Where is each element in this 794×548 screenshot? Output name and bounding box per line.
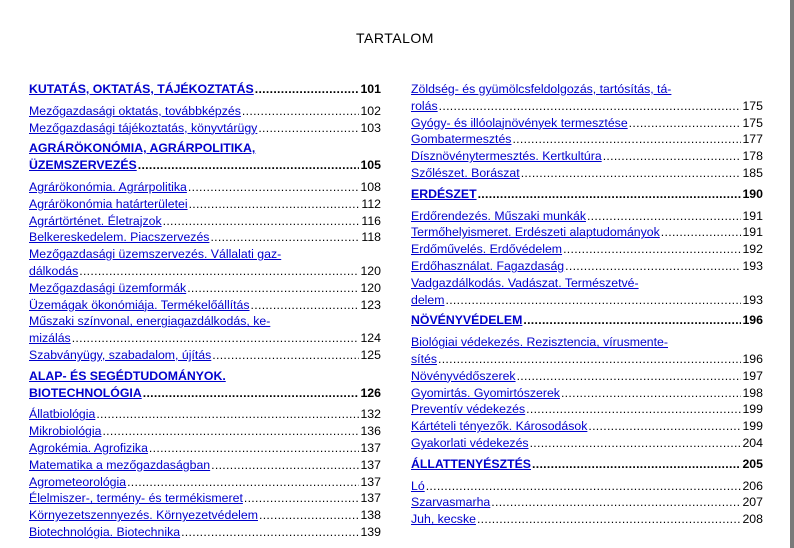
toc-entry	[411, 511, 763, 528]
toc-entry-link[interactable]: Belkereskedelem. Piacszervezés	[29, 230, 210, 245]
toc-entry	[411, 478, 763, 495]
page-number: 112	[361, 196, 381, 211]
page-number: 177	[742, 132, 763, 147]
toc-entry	[411, 115, 763, 132]
leader-dots	[244, 490, 360, 507]
toc-entry	[411, 334, 763, 368]
leader-dots	[629, 115, 742, 132]
toc-entry-link[interactable]: dálkodás	[29, 263, 79, 278]
toc-entry-link[interactable]: Mikrobiológia	[29, 424, 102, 439]
toc-entry-line	[411, 511, 763, 528]
toc-section-link[interactable]: BIOTECHNOLÓGIA	[29, 385, 142, 400]
toc-entry-link[interactable]: Élelmiszer-, termény- és termékismeret	[29, 491, 243, 506]
toc-entry-line	[29, 246, 381, 263]
leader-dots	[189, 196, 361, 213]
page-number: 190	[742, 186, 763, 201]
toc-entry-link[interactable]: Mezőgazdasági tájékoztatás, könyvtárügy	[29, 120, 258, 135]
toc-entry-line	[411, 224, 763, 241]
toc-entry	[29, 280, 381, 297]
toc-entry-link[interactable]: Erdőrendezés. Műszaki munkák	[411, 208, 586, 223]
toc-entry-line	[411, 186, 763, 203]
leader-dots	[79, 263, 359, 280]
toc-entry-link[interactable]: Gyakorlati védekezés	[411, 435, 529, 450]
toc-entry	[29, 406, 381, 423]
toc-section-heading	[411, 186, 763, 203]
leader-dots	[187, 280, 359, 297]
toc-section-heading	[29, 368, 381, 402]
toc-entry-link[interactable]: Biotechnológia. Biotechnika	[29, 524, 181, 539]
toc-entry-line	[29, 120, 381, 137]
page-number: 116	[361, 213, 381, 228]
toc-entry-line	[29, 140, 381, 157]
page-number: 191	[742, 225, 763, 240]
toc-entry-link[interactable]: Agrárökonómia határterületei	[29, 196, 188, 211]
leader-dots	[477, 511, 742, 528]
leader-dots	[521, 165, 742, 182]
page-title: TARTALOM	[356, 30, 434, 46]
toc-entry-link[interactable]: sítés	[411, 351, 437, 366]
toc-entry-link[interactable]: Gombatermesztés	[411, 132, 512, 147]
toc-entry	[29, 423, 381, 440]
page-number: 207	[742, 495, 763, 510]
page-number: 192	[742, 242, 763, 257]
toc-entry-line	[29, 213, 381, 230]
leader-dots	[426, 478, 742, 495]
toc-entry-line	[29, 81, 381, 98]
toc-entry-line	[29, 196, 381, 213]
toc-entry-link[interactable]: Zöldség- és gyümölcsfeldolgozás, tartósítás, tá-	[411, 82, 672, 96]
toc-entry-line	[29, 406, 381, 423]
toc-entry-line	[29, 179, 381, 196]
page-number: 204	[742, 435, 763, 450]
toc-entry-line	[29, 507, 381, 524]
toc-entry-link[interactable]: Biológiai védekezés. Rezisztencia, vírusmente-	[411, 335, 668, 350]
toc-entry-line	[411, 165, 763, 182]
toc-entry-line	[411, 435, 763, 452]
page-number: 123	[360, 297, 381, 312]
toc-entry-line	[29, 229, 381, 246]
toc-entry-line	[29, 313, 381, 330]
toc-entry	[411, 148, 763, 165]
toc-entry	[29, 297, 381, 314]
page-number: 108	[360, 179, 381, 194]
toc-entry-line	[411, 208, 763, 225]
page-number: 137	[360, 474, 381, 489]
leader-dots	[188, 179, 360, 196]
toc-entry-link[interactable]: Növényvédőszerek	[411, 368, 516, 383]
toc-entry-link[interactable]: Mezőgazdasági üzemformák	[29, 280, 187, 295]
leader-dots	[138, 157, 360, 174]
toc-entry-line	[411, 351, 763, 368]
leader-dots	[565, 258, 741, 275]
toc-entry	[411, 208, 763, 225]
toc-entry-line	[411, 241, 763, 258]
toc-entry-line	[411, 418, 763, 435]
leader-dots	[251, 297, 360, 314]
toc-entry-link[interactable]: Erdőhasználat. Fagazdaság	[411, 258, 565, 273]
toc-entry-line	[411, 385, 763, 402]
leader-dots	[163, 213, 361, 230]
toc-entry-link[interactable]: Dísznövénytermesztés. Kertkultúra	[411, 149, 602, 164]
leader-dots	[181, 524, 359, 541]
page-number: 132	[360, 407, 381, 422]
page-number: 139	[360, 524, 381, 539]
page-number: 178	[742, 149, 763, 164]
page-number: 120	[360, 263, 381, 278]
toc-entry-line	[411, 334, 763, 351]
page-number: 185	[742, 165, 763, 180]
toc-entry-link[interactable]: delem	[411, 292, 445, 307]
toc-entry-line	[29, 280, 381, 297]
leader-dots	[439, 98, 742, 115]
leader-dots	[517, 368, 742, 385]
toc-section-link[interactable]: ÁLLATTENYÉSZTÉS	[411, 456, 532, 471]
toc-entry-line	[29, 490, 381, 507]
leader-dots	[438, 351, 741, 368]
page-number: 138	[360, 508, 381, 523]
toc-entry	[29, 179, 381, 196]
toc-section-heading	[29, 81, 381, 98]
leader-dots	[561, 385, 742, 402]
leader-dots	[587, 208, 742, 225]
toc-entry-link[interactable]: Környezetszennyezés. Környezetvédelem	[29, 508, 258, 523]
toc-entry-line	[29, 297, 381, 314]
toc-entry	[29, 474, 381, 491]
toc-entry-link[interactable]: mizálás	[29, 331, 71, 346]
toc-entry-link[interactable]: Szőlészet. Borászat	[411, 165, 520, 180]
toc-section-link[interactable]: AGRÁRÖKONÓMIA, AGRÁRPOLITIKA,	[29, 141, 256, 156]
toc-entry	[29, 457, 381, 474]
leader-dots	[149, 440, 360, 457]
toc-entry-link[interactable]: Vadgazdálkodás. Vadászat. Természetvé-	[411, 275, 639, 290]
page-number: 206	[742, 478, 763, 493]
page-number: 105	[360, 158, 381, 173]
toc-entry-link[interactable]: Szarvasmarha	[411, 495, 491, 510]
page-number: 136	[360, 424, 381, 439]
toc-entry-link[interactable]: Mezőgazdasági üzemszervezés. Vállalati gaz-	[29, 247, 282, 262]
leader-dots	[530, 435, 742, 452]
toc-entry-line	[29, 330, 381, 347]
toc-section-link[interactable]: NÖVÉNYVÉDELEM	[411, 313, 523, 328]
toc-section-heading	[411, 456, 763, 473]
toc-entry-line	[411, 98, 763, 115]
toc-entry-line	[411, 401, 763, 418]
toc-section-link[interactable]: ÜZEMSZERVEZÉS	[29, 158, 137, 173]
toc-entry-line	[411, 456, 763, 473]
toc-entry-line	[29, 440, 381, 457]
leader-dots	[491, 494, 741, 511]
toc-entry-line	[411, 494, 763, 511]
toc-entry	[29, 196, 381, 213]
leader-dots	[212, 347, 359, 364]
leader-dots	[242, 103, 360, 120]
page-number: 137	[360, 491, 381, 506]
page-number: 199	[742, 419, 763, 434]
window-right-edge	[790, 0, 794, 548]
toc-entry	[29, 440, 381, 457]
toc-entry-line	[29, 423, 381, 440]
toc-entry	[411, 131, 763, 148]
toc-entry-line	[29, 385, 381, 402]
toc-entry-line	[411, 148, 763, 165]
toc-entry	[29, 524, 381, 541]
leader-dots	[523, 312, 741, 329]
toc-section-heading	[411, 312, 763, 329]
toc-entry	[411, 494, 763, 511]
leader-dots	[478, 186, 742, 203]
toc-entry-line	[411, 312, 763, 329]
page-number: 102	[360, 103, 381, 118]
toc-entry-link[interactable]: Erdőművelés. Erdővédelem	[411, 242, 563, 257]
leader-dots	[512, 131, 741, 148]
page-number: 196	[742, 351, 763, 366]
toc-entry-line	[411, 81, 763, 98]
page-number: 193	[742, 292, 763, 307]
toc-section-link[interactable]: ERDÉSZET	[411, 186, 477, 201]
leader-dots	[258, 120, 359, 137]
toc-entry	[411, 241, 763, 258]
leader-dots	[127, 474, 359, 491]
toc-entry	[29, 507, 381, 524]
page-number: 208	[742, 512, 763, 527]
toc-entry-link[interactable]: Agrárökonómia. Agrárpolitika	[29, 179, 187, 194]
leader-dots	[210, 229, 360, 246]
toc-entry	[29, 246, 381, 280]
toc-entry-line	[29, 524, 381, 541]
leader-dots	[72, 330, 360, 347]
leader-dots	[102, 423, 359, 440]
toc-entry	[29, 347, 381, 364]
toc-entry	[29, 313, 381, 347]
toc-entry-line	[29, 157, 381, 174]
page-number: 193	[742, 258, 763, 273]
leader-dots	[588, 418, 741, 435]
toc-entry-link[interactable]: rolás	[411, 98, 438, 113]
page-number: 198	[742, 385, 763, 400]
leader-dots	[259, 507, 359, 524]
toc-entry-line	[29, 368, 381, 385]
page-number: 197	[742, 368, 763, 383]
leader-dots	[255, 81, 360, 98]
toc-section-link[interactable]: ALAP- ÉS SEGÉDTUDOMÁNYOK.	[29, 368, 226, 383]
toc-entry-link[interactable]: Gyógy- és illóolajnövények termesztése	[411, 115, 628, 130]
toc-entry	[411, 401, 763, 418]
leader-dots	[446, 292, 742, 309]
toc-entry	[411, 224, 763, 241]
toc-entry	[411, 385, 763, 402]
page-number: 196	[742, 313, 763, 328]
page-number: 175	[742, 115, 763, 130]
toc-column-right	[411, 81, 763, 528]
toc-entry-line	[411, 368, 763, 385]
toc-entry-line	[411, 258, 763, 275]
toc-section-heading	[29, 140, 381, 174]
toc-entry-link[interactable]: Juh, kecske	[411, 512, 476, 527]
toc-entry-link[interactable]: Állatbiológia	[29, 407, 96, 422]
toc-entry	[411, 81, 763, 115]
toc-entry	[411, 435, 763, 452]
toc-entry-line	[411, 115, 763, 132]
toc-entry	[411, 165, 763, 182]
toc-entry-line	[29, 103, 381, 120]
toc-entry-line	[29, 474, 381, 491]
leader-dots	[143, 385, 360, 402]
toc-entry-link[interactable]: Agrometeorológia	[29, 474, 127, 489]
toc-entry-link[interactable]: Preventív védekezés	[411, 402, 526, 417]
toc-entry-link[interactable]: Termőhelyismeret. Erdészeti alaptudományok	[411, 225, 660, 240]
leader-dots	[211, 457, 359, 474]
page-number: 125	[360, 347, 381, 362]
toc-entry-line	[411, 131, 763, 148]
toc-entry-link[interactable]: Matematika a mezőgazdaságban	[29, 457, 211, 472]
toc-entry-line	[29, 347, 381, 364]
toc-entry	[411, 258, 763, 275]
page-number: 199	[742, 402, 763, 417]
page-number: 120	[360, 280, 381, 295]
page-number: 137	[360, 457, 381, 472]
toc-entry	[411, 418, 763, 435]
toc-entry-line	[411, 292, 763, 309]
leader-dots	[526, 401, 741, 418]
page-number: 137	[360, 440, 381, 455]
leader-dots	[661, 224, 742, 241]
toc-entry-line	[411, 275, 763, 292]
toc-entry	[29, 213, 381, 230]
toc-entry-line	[411, 478, 763, 495]
toc-entry	[29, 229, 381, 246]
toc-entry	[411, 368, 763, 385]
toc-entry-link[interactable]: Üzemágak ökonómiája. Termékelőállítás	[29, 297, 250, 312]
toc-entry-link[interactable]: Kártételi tényezők. Károsodások	[411, 419, 588, 434]
toc-column-left	[29, 81, 381, 541]
leader-dots	[563, 241, 741, 258]
toc-entry-line	[29, 457, 381, 474]
toc-entry	[29, 120, 381, 137]
toc-entry	[29, 490, 381, 507]
toc-entry-link[interactable]: Szabványügy, szabadalom, újítás	[29, 347, 212, 362]
toc-entry-link[interactable]: Műszaki színvonal, energiagazdálkodás, ke-	[29, 314, 271, 329]
toc-entry	[411, 275, 763, 309]
page-number: 124	[360, 331, 381, 346]
toc-entry-link[interactable]: Agrokémia. Agrofizika	[29, 440, 148, 455]
leader-dots	[96, 406, 359, 423]
page-number: 205	[742, 456, 763, 471]
toc-section-link[interactable]: KUTATÁS, OKTATÁS, TÁJÉKOZTATÁS	[29, 82, 254, 96]
toc-entry-link[interactable]: Mezőgazdasági oktatás, továbbképzés	[29, 103, 241, 118]
page-number: 101	[360, 82, 381, 96]
page-number: 118	[361, 230, 381, 245]
page-number: 103	[360, 120, 381, 135]
page-number: 175	[742, 98, 763, 113]
toc-entry-line	[29, 263, 381, 280]
page-number: 191	[742, 208, 763, 223]
leader-dots	[532, 456, 741, 473]
toc-entry-link[interactable]: Gyomirtás. Gyomirtószerek	[411, 385, 560, 400]
toc-entry-link[interactable]: Agrártörténet. Életrajzok	[29, 213, 162, 228]
page-number: 126	[360, 385, 381, 400]
toc-entry-link[interactable]: Ló	[411, 478, 425, 493]
leader-dots	[603, 148, 742, 165]
toc-entry	[29, 103, 381, 120]
